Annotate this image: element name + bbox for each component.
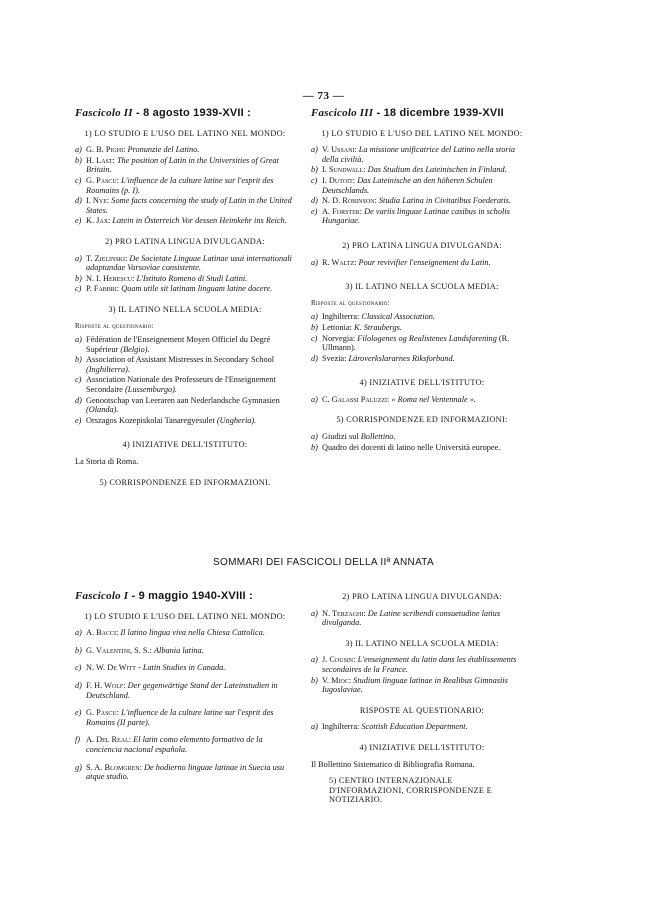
section-title: 2) PRO LATINA LINGUA DIVULGANDA: [342, 240, 502, 250]
fascicolo-i [75, 592, 295, 790]
item-author: G. Pascu: [86, 175, 120, 185]
list-item [311, 609, 533, 628]
item-author: G. Valentini, S. S.: [86, 645, 152, 655]
item-title: Quam utile sit latinam linguam latine docere. [121, 284, 273, 294]
plain-text: Il Bollettino Sistematico di Bibliografia Romana. [311, 759, 475, 769]
item-plain: Fédération de l'Enseignement Moyen Officiel du Degré Supérieur [86, 335, 271, 354]
list-item [75, 335, 295, 354]
item-letter: a) [311, 655, 318, 665]
list-item [311, 323, 533, 333]
item-letter: c) [75, 175, 82, 185]
list-item [311, 676, 533, 695]
item-letter: b) [75, 355, 82, 365]
item-letter: d) [75, 680, 82, 690]
item-text [322, 443, 533, 453]
list-item [75, 145, 295, 155]
item-letter: a) [75, 145, 82, 155]
item-author: K. Jax: [86, 216, 111, 226]
item-text [86, 681, 295, 700]
list-item [311, 395, 533, 405]
item-letter: e) [311, 206, 318, 216]
list-item [311, 432, 533, 442]
item-author: N. D. Robinson: [322, 196, 377, 206]
item-text [86, 335, 295, 354]
item-title: La missione unificatrice del Latino nella storia della civiltà. [322, 145, 516, 164]
f3-s3-list [311, 312, 533, 363]
item-title: Bollettino. [360, 432, 396, 442]
item-plain: Lettonia: [322, 322, 352, 332]
item-author: C. Galassi Paluzzi: [322, 394, 390, 404]
item-plain: Svezia: [322, 353, 347, 363]
list-item [75, 416, 295, 426]
item-title: Der gegenwärtige Stand der Lateinstudien in Deutschland. [86, 680, 278, 700]
item-letter: c) [311, 333, 318, 343]
item-title: L'Istituto Romeno di Studi Latini. [136, 273, 248, 283]
f3-s4-list [311, 395, 533, 405]
g1r-s3-list [311, 655, 533, 694]
item-author: N. W. De Witt [86, 663, 136, 673]
list-item [75, 196, 295, 215]
section-title: 3) IL LATINO NELLA SCUOLA MEDIA: [345, 638, 499, 648]
item-text [322, 354, 533, 364]
item-letter: d) [311, 353, 318, 363]
item-text [86, 196, 295, 215]
item-letter: c) [75, 284, 82, 294]
item-text [86, 646, 295, 656]
item-plain: Inghilterra: [322, 312, 360, 322]
item-plain: Orszagos Kozepiskolai Tanaregyesulet [86, 415, 215, 425]
list-item [311, 443, 533, 453]
item-letter: e) [75, 708, 82, 718]
item-title: (Lussemburgo). [124, 385, 177, 395]
item-author: G. Pascu: [86, 708, 120, 718]
item-text [322, 176, 533, 195]
item-title: (Inghilterra). [86, 364, 131, 374]
item-author: I. Nye: [86, 196, 110, 206]
sommari-title: SOMMARI DEI FASCICOLI DELLA IIª ANNATA [213, 557, 434, 568]
item-plain: Norvegia: [322, 333, 356, 343]
item-title: Latein in Österreich Vor dessen Heimkehr ins Reich. [112, 216, 287, 226]
item-text [322, 395, 533, 405]
item-title: De Latine scribendi consuetudine latius divulganda. [322, 608, 501, 628]
item-letter: b) [75, 155, 82, 165]
list-item [311, 145, 533, 164]
item-title: Filologenes og Realistenes Landsforening [357, 333, 497, 343]
item-text [86, 216, 295, 226]
list-item [311, 655, 533, 674]
list-item [311, 196, 533, 206]
page-number: — 73 — [302, 90, 345, 102]
item-author: N. I. Herescu: [86, 273, 135, 283]
subheading: Risposte al questionario: [311, 298, 390, 307]
item-author: A. Forster: [322, 206, 363, 216]
item-text [86, 284, 295, 294]
item-letter: d) [311, 196, 318, 206]
list-item [311, 354, 533, 364]
item-author: V. Ussani: [322, 145, 357, 155]
item-text [322, 323, 533, 333]
item-author: P. Fabbri: [86, 284, 120, 294]
item-plain: Giudizi sul [322, 432, 359, 442]
list-item [75, 176, 295, 195]
item-text [322, 165, 533, 175]
g1r-s3b-list [311, 722, 533, 732]
list-item [311, 312, 533, 322]
item-title: El latin como elemento formativo de la conciencia nacional española. [86, 735, 263, 754]
item-title: (Ungheria). [216, 415, 257, 425]
item-letter: g) [75, 762, 82, 772]
item-letter: a) [311, 608, 318, 618]
item-letter: b) [75, 645, 82, 655]
section-title: 2) PRO LATINA LINGUA DIVULGANDA: [342, 592, 502, 601]
item-title: (Belgio). [120, 344, 150, 354]
item-text [86, 156, 295, 175]
section-title: 5) CORRISPONDENZE ED INFORMAZIONI. [99, 477, 271, 487]
item-title: (Olanda). [86, 405, 119, 415]
list-item [75, 156, 295, 175]
item-letter: a) [75, 335, 82, 345]
item-title: De Societate Linguae Latinae usui internationali adaptandae Varsoviae consistente. [86, 253, 292, 273]
item-title: Studium linguae latinae in Realibus Gimnasiis Iugoslaviae. [322, 675, 508, 695]
section-title: 2) PRO LATINA LINGUA DIVULGANDA: [105, 236, 265, 246]
item-text [86, 628, 295, 638]
item-title: « Roma nel Ventennale ». [391, 394, 476, 404]
item-title: L'influence de la culture latine sur l'esprit des Roumains (p. I). [86, 175, 274, 195]
section-title: RISPOSTE AL QUESTIONARIO: [359, 705, 485, 715]
item-text [322, 655, 533, 674]
item-plain: Association of Assistant Mistresses in Secondary School [86, 355, 275, 365]
fascicolo-ii [75, 109, 295, 494]
item-text [322, 196, 533, 206]
item-text [86, 145, 295, 155]
plain-text: La Storia di Roma. [75, 457, 139, 467]
item-text [322, 145, 533, 164]
list-item [75, 763, 295, 782]
item-title: De variis linguae Latinae casibus in scholis Hungariae. [322, 206, 510, 226]
item-plain: Genootschap van Leeraren aan Nederlandsche Gymnasien [86, 395, 280, 405]
item-letter: a) [75, 253, 82, 263]
item-title: Läroverkslararnes Riksforbund. [348, 353, 455, 363]
list-item [75, 708, 295, 727]
item-plain: Quadro dei docenti di latino nelle Università europee. [322, 442, 501, 452]
item-title: Classical Association. [361, 312, 436, 322]
list-item [75, 254, 295, 273]
item-title: L'enseignement du latin dans les établissements secondaires de la France. [322, 655, 517, 674]
fascicolo-iii [311, 109, 533, 453]
item-title: Pronunzie del Latino. [127, 145, 200, 155]
item-letter: a) [311, 257, 318, 267]
item-title: Das Lateinische an den höheren Schulen Deutschlands. [322, 175, 493, 195]
section-title: 3) IL LATINO NELLA SCUOLA MEDIA: [345, 282, 499, 292]
list-item [75, 681, 295, 700]
list-item [311, 334, 533, 353]
fascicolo-i-continued [311, 592, 533, 812]
item-text [86, 254, 295, 273]
section-title: 1) LO STUDIO E L'USO DEL LATINO NEL MONDO: [84, 128, 286, 138]
item-title: Studia Latina in Civitatibus Foederatis. [378, 196, 511, 206]
g1-s1-list [75, 628, 295, 782]
list-item [75, 355, 295, 374]
item-title: Some facts concerning the study of Latin in the United States. [86, 196, 292, 215]
list-item [75, 628, 295, 638]
item-title: Das Studium des Lateinischen in Finland. [367, 165, 507, 175]
item-text [322, 432, 533, 442]
f2-s3-list [75, 335, 295, 425]
section-title: 1) LO STUDIO E L'USO DEL LATINO NEL MONDO: [321, 128, 523, 138]
item-letter: b) [311, 165, 318, 175]
item-plain: Association Nationale des Professeurs de l'Enseignement Secondaire [86, 375, 276, 395]
item-plain: (R. Ullmann). [322, 333, 510, 353]
list-item [75, 735, 295, 754]
item-title: K. Straubergs. [354, 322, 402, 332]
list-item [75, 396, 295, 415]
item-text [322, 258, 533, 268]
item-text [86, 663, 295, 673]
item-letter: e) [75, 415, 82, 425]
item-title: - Latin Studies in Canada. [138, 663, 226, 673]
item-text [322, 207, 533, 226]
item-letter: a) [311, 145, 318, 155]
item-text [322, 676, 533, 695]
item-title: Pour revivifier l'enseignement du Latin. [358, 257, 491, 267]
item-letter: c) [75, 663, 82, 673]
item-title: Scottish Education Department. [361, 722, 468, 732]
fascicolo-i-heading: Fascicolo I - 9 maggio 1940-XVIII : [75, 590, 253, 602]
f2-s1-list [75, 145, 295, 226]
item-letter: c) [311, 175, 318, 185]
item-letter: c) [75, 375, 82, 385]
fascicolo-iii-heading: Fascicolo III - 18 dicembre 1939-XVII [311, 107, 504, 119]
item-author: J. Cousin: [322, 655, 356, 665]
list-item [311, 207, 533, 226]
item-author: T. Zielinski: [86, 253, 128, 263]
list-item [75, 375, 295, 394]
item-letter: b) [311, 442, 318, 452]
f2-s2-list [75, 254, 295, 294]
section-title: 1) LO STUDIO E L'USO DEL LATINO NEL MONDO: [84, 611, 286, 621]
list-item [75, 646, 295, 656]
item-author: S. A. Blomgren: [86, 762, 142, 772]
item-author: F. H. Wolf: [86, 680, 126, 690]
item-text [86, 355, 295, 374]
item-text [322, 312, 533, 322]
item-letter: a) [311, 394, 318, 404]
item-author: H. Last: [86, 155, 115, 165]
item-author: A. Bacci: [86, 628, 119, 638]
item-plain: Inghilterra: [322, 722, 360, 732]
item-letter: a) [311, 432, 318, 442]
item-text [86, 416, 295, 426]
item-letter: a) [311, 722, 318, 732]
item-text [86, 708, 295, 727]
item-text [86, 735, 295, 754]
item-author: G. B. Pighi: [86, 145, 126, 155]
fascicolo-ii-heading: Fascicolo II - 8 agosto 1939-XVII : [75, 107, 252, 119]
section-title: 3) IL LATINO NELLA SCUOLA MEDIA: [108, 304, 262, 314]
list-item [311, 165, 533, 175]
item-text [322, 334, 533, 353]
item-text [86, 274, 295, 284]
item-letter: a) [311, 312, 318, 322]
item-title: Albania latina. [153, 645, 204, 655]
list-item [75, 274, 295, 284]
item-title: Il latino lingua viva nella Chiesa Cattolica. [120, 628, 265, 638]
section-title: 4) INIZIATIVE DELL'ISTITUTO: [359, 378, 485, 388]
list-item [75, 663, 295, 673]
item-letter: d) [75, 395, 82, 405]
item-author: I. Sundwall: [322, 165, 366, 175]
list-item [75, 216, 295, 226]
item-text [86, 396, 295, 415]
subheading: Risposte al questionario: [75, 321, 154, 330]
item-author: V. Mioc: [322, 675, 352, 685]
f3-s2-list [311, 258, 533, 268]
item-letter: b) [75, 273, 82, 283]
item-letter: b) [311, 675, 318, 685]
item-letter: b) [311, 322, 318, 332]
item-author: R. Waltz: [322, 257, 357, 267]
f3-s5-list [311, 432, 533, 452]
item-letter: a) [75, 628, 82, 638]
item-letter: e) [75, 216, 82, 226]
section-title: 4) INIZIATIVE DELL'ISTITUTO: [359, 742, 485, 752]
item-author: N. Terzaghi: [322, 608, 366, 618]
section-title: 5) CORRISPONDENZE ED INFORMAZIONI: [336, 415, 508, 425]
f3-s1-list [311, 145, 533, 226]
list-item [311, 722, 533, 732]
item-text [86, 763, 295, 782]
item-title: De hodierno linguae latinae in Suecia usu atque studio. [86, 762, 285, 782]
section-title: 4) INIZIATIVE DELL'ISTITUTO: [122, 440, 248, 450]
item-author: A. Del Real: [86, 735, 132, 745]
item-letter: d) [75, 196, 82, 206]
item-author: I. Dutoit: [322, 175, 356, 185]
list-item [75, 284, 295, 294]
item-title: The position of Latin in the Universities of Great Britain. [86, 155, 279, 175]
g1r-s2-list [311, 609, 533, 628]
item-text [322, 722, 533, 732]
list-item [311, 258, 533, 268]
item-text [86, 375, 295, 394]
item-text [322, 609, 533, 628]
item-title: L'influence de la culture latine sur l'esprit des Romains (II parte). [86, 708, 274, 727]
section-title: 5) CENTRO INTERNAZIONALE D'INFORMAZIONI, CORRISPONDENZE E NOTIZIARIO. [329, 776, 492, 805]
list-item [311, 176, 533, 195]
item-letter: f) [75, 735, 81, 745]
item-text [86, 176, 295, 195]
